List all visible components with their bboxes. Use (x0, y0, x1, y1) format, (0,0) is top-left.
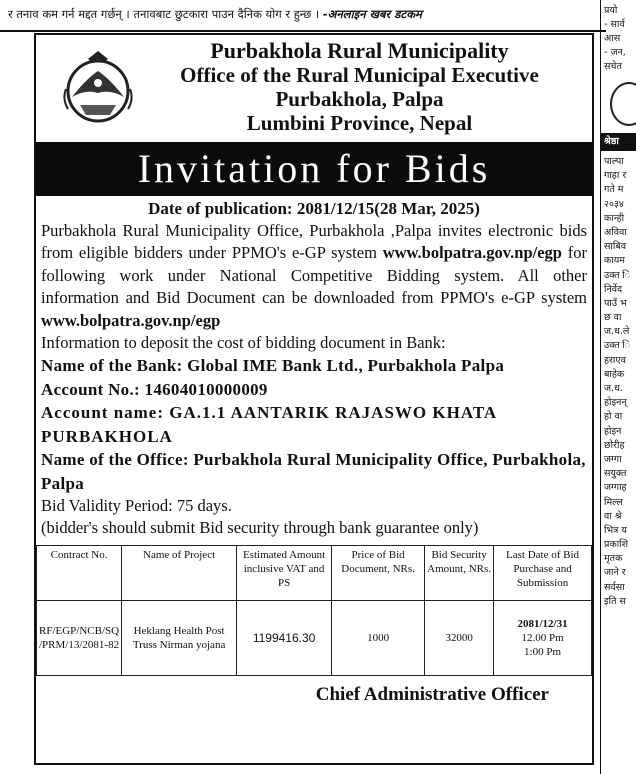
publication-date: Date of publication: 2081/12/15(28 Mar, 2025) (148, 199, 480, 218)
table-header-row (37, 546, 592, 601)
table-header: Last Date of Bid Purchase and Submission (494, 546, 592, 601)
adjacent-line: कायम (604, 255, 625, 267)
adjacent-line: जाने र (604, 567, 626, 579)
adjacent-line: हो वा (604, 411, 623, 423)
account-number: Account No.: 14604010000009 (41, 379, 268, 399)
adjacent-line: हराएव (604, 354, 626, 366)
table-header: Bid Security Amount, NRs. (425, 546, 494, 601)
table-header: Name of Project (122, 546, 237, 601)
adjacent-line: साबिव (604, 241, 627, 253)
bid-security-cell: 32000 (425, 601, 494, 676)
egp-url-1: www.bolpatra.gov.np/egp (382, 243, 562, 263)
bank-details (41, 354, 587, 495)
adjacent-line: गते म (604, 184, 624, 196)
adjacent-line: होइनन् (604, 397, 627, 409)
egp-url-2: www.bolpatra.gov.np/egp (41, 310, 221, 330)
office-account-name: Name of the Office: Purbakhola Rural Municipality Office, Purbakhola, Palpa (41, 450, 586, 493)
adjacent-line: जग्गाह (604, 482, 627, 494)
adjacent-line: २०३४ (604, 198, 624, 210)
bid-table (36, 545, 592, 676)
contract-number-cell: RF/EGP/NCB/SQ /PRM/13/2081-82 (37, 601, 122, 676)
notice-body (36, 198, 592, 706)
adjacent-column (600, 0, 636, 774)
top-strip-text: र तनाव कम गर्न मद्दत गर्छन् । तनावबाट छुटकारा पाउन दैनिक योग र हुन्छ । (8, 7, 320, 21)
top-strip-tag: -अनलाइन खबर डटकम (322, 7, 422, 21)
adjacent-line: अविवा (604, 226, 627, 238)
adjacent-line: वा श्रे (604, 510, 622, 522)
notice-header-text (131, 39, 588, 135)
purchase-time: 12.00 Pm (521, 632, 564, 645)
doc-price-cell: 1000 (332, 601, 425, 676)
office-location: Purbakhola, Palpa (275, 87, 444, 111)
newspaper-top-strip (0, 0, 606, 32)
notice-header (36, 35, 592, 142)
adjacent-line: उक्त ि (604, 269, 631, 281)
adjacent-line: प्रयो (604, 5, 618, 16)
bid-notice (34, 33, 594, 765)
nepal-government-emblem-icon (58, 49, 138, 129)
last-date-cell (494, 601, 592, 676)
adjacent-line: छ वा (604, 312, 622, 324)
adjacent-line: छोरीह (604, 439, 625, 451)
adjacent-line: भित्र य (604, 524, 627, 536)
project-name-cell: Heklang Health Post Truss Nirman yojana (122, 601, 237, 676)
submission-time: 1:00 Pm (524, 646, 562, 659)
adjacent-column-header: श्रेष्ठा (601, 133, 636, 151)
adjacent-line: प्रकाशि (604, 539, 629, 551)
adjacent-line: निर्वेद (604, 283, 623, 295)
adjacent-line: जग्गा (604, 453, 622, 465)
adjacent-line: पाल्पा (604, 156, 624, 167)
table-header: Estimated Amount inclusive VAT and PS (237, 546, 332, 601)
adjacent-line: इति स (604, 595, 626, 607)
adjacent-line: उक्त ि (604, 340, 631, 352)
municipality-name: Purbakhola Rural Municipality (210, 38, 509, 63)
account-name: Account name: GA.1.1 AANTARIK RAJASWO KHATA PURBAKHOLA (41, 403, 497, 446)
bid-security-note: (bidder's should submit Bid security through bank guarantee only) (41, 518, 479, 538)
adjacent-line: सचेत (604, 61, 622, 72)
table-header: Contract No. (37, 546, 122, 601)
last-date: 2081/12/31 (517, 618, 568, 631)
adjacent-column-lines (601, 151, 636, 613)
invitation-banner: Invitation for Bids (36, 142, 592, 196)
intro-text-1: Purbakhola Rural Municipality Office, Purbakhola ,Palpa invites electronic bids from eligible bidders under PPMO's e-GP system (41, 221, 587, 263)
adjacent-line: बाहेक (604, 368, 625, 380)
estimate-cell: 1199416.30 (237, 601, 332, 676)
province-name: Lumbini Province, Nepal (246, 111, 473, 135)
adjacent-line: ज.ध.ले (604, 326, 630, 338)
intro-text-2: for following work under National Competitive Bidding system. All other information and Bid Document can be downloaded from PPMO's e-GP system (41, 243, 588, 308)
adjacent-emblem-icon (610, 82, 636, 126)
adjacent-line: - जन, (604, 47, 626, 58)
adjacent-line: आस (604, 33, 621, 44)
office-name: Office of the Rural Municipal Executive (180, 63, 539, 87)
bid-validity: Bid Validity Period: 75 days. (41, 496, 232, 516)
intro-paragraph (41, 220, 587, 354)
adjacent-line: पाउँ भ (604, 297, 627, 309)
adjacent-line: मिल्ल (604, 496, 623, 508)
adjacent-column-top (601, 0, 636, 119)
adjacent-line: - सार्व (604, 19, 625, 30)
adjacent-line: ज.ध. (604, 383, 623, 394)
bank-name: Name of the Bank: Global IME Bank Ltd., Purbakhola Palpa (41, 356, 505, 376)
adjacent-line: कान्ही (604, 212, 625, 224)
adjacent-line: सयुक्त (604, 468, 627, 480)
adjacent-line: होइन (604, 425, 622, 437)
adjacent-line: सर्वसा (604, 581, 625, 593)
table-header: Price of Bid Document, NRs. (332, 546, 425, 601)
adjacent-line: गाहा र (604, 170, 627, 182)
adjacent-line: मृतक (604, 553, 623, 565)
deposit-info-line: Information to deposit the cost of bidding document in Bank: (41, 333, 446, 353)
signature-title: Chief Administrative Officer (315, 684, 549, 706)
table-row (37, 601, 592, 676)
